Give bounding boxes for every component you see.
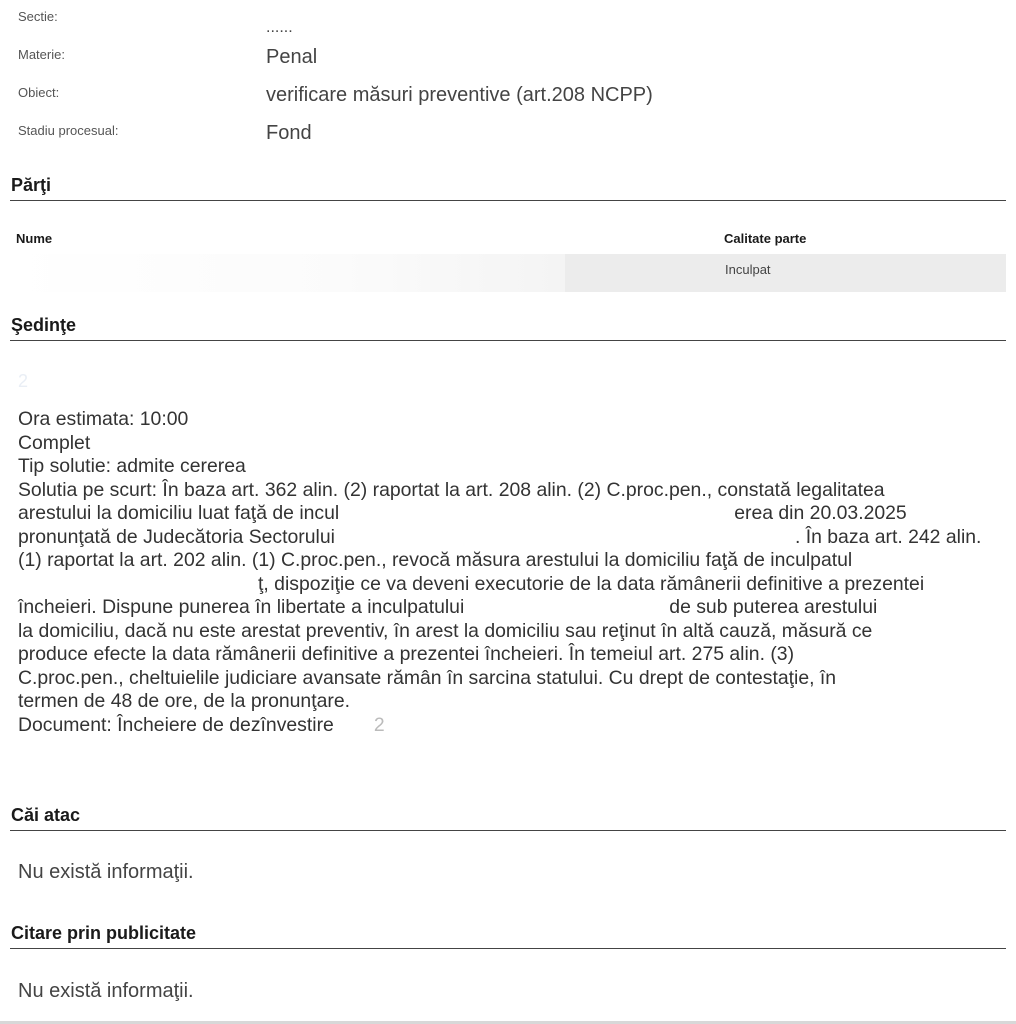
- document-date: 2: [373, 713, 385, 736]
- session-line: C.proc.pen., cheltuielile judiciare avansate rămân în sarcina statului. Cu drept de contestaţie, în: [18, 666, 837, 689]
- empty-message-citare: Nu există informaţii.: [18, 980, 194, 1002]
- section-title-citare: Citare prin publicitate: [11, 923, 197, 943]
- section-divider-citare: [10, 948, 1006, 949]
- session-details: [18, 408, 994, 737]
- session-line-part: arestului la domiciliu luat faţă de incul: [18, 502, 340, 524]
- section-title-sedinte: Şedinţe: [11, 315, 77, 335]
- session-line: Complet: [18, 431, 91, 454]
- session-line: la domiciliu, dacă nu este arestat preventiv, în arest la domiciliu sau reţinut în altă cauză, măsură ce: [18, 619, 873, 642]
- session-line-part: ţ, dispoziţie ce va deveni executorie de la data rămânerii definitive a prezentei: [258, 572, 925, 595]
- section-divider-parti: [10, 200, 1006, 201]
- session-line: [18, 573, 994, 597]
- session-line: Solutia pe scurt: În baza art. 362 alin. (2) raportat la art. 208 alin. (2) C.proc.pen., constată legalitatea: [18, 478, 885, 501]
- detail-value-materie: Penal: [266, 46, 318, 68]
- session-date: 2: [18, 371, 29, 391]
- session-line-part: încheieri. Dispune punerea în libertate a inculpatului: [18, 596, 465, 618]
- column-header-nume: Nume: [16, 231, 53, 246]
- session-line: (1) raportat la art. 202 alin. (1) C.proc.pen., revocă măsura arestului la domiciliu faţă de inculpatul: [18, 549, 853, 571]
- session-line-part: pronunţată de Judecătoria Sectorului: [18, 525, 335, 548]
- section-divider-cai-atac: [10, 830, 1006, 831]
- detail-row-stadiu: [0, 122, 1016, 156]
- session-line-part: . În baza art. 242 alin.: [794, 525, 982, 548]
- section-title-cai-atac: Căi atac: [11, 805, 81, 825]
- detail-label-materie: Materie:: [18, 47, 65, 62]
- table-row: [10, 254, 1006, 292]
- section-title-parti: Părţi: [11, 175, 52, 195]
- detail-label-sectie: Sectie:: [18, 9, 58, 24]
- party-role-text: Inculpat: [725, 262, 771, 277]
- session-line-part: erea din 20.03.2025: [734, 502, 907, 524]
- session-line: [18, 502, 994, 526]
- detail-label-stadiu: Stadiu procesual:: [18, 123, 119, 138]
- party-role-cell: [565, 254, 1006, 292]
- detail-row-sectie: [0, 8, 1016, 42]
- session-line: termen de 48 de ore, de la pronunţare.: [18, 690, 351, 712]
- detail-row-materie: [0, 46, 1016, 80]
- party-name-cell: [10, 254, 565, 292]
- detail-row-obiect: [0, 84, 1016, 118]
- detail-value-sectie: ......: [266, 19, 293, 36]
- detail-value-obiect: verificare măsuri preventive (art.208 NCPP): [266, 84, 653, 106]
- session-line: [18, 526, 994, 550]
- session-line: Ora estimata: 10:00: [18, 408, 189, 430]
- detail-value-stadiu: Fond: [266, 122, 312, 144]
- document-link[interactable]: Document: Încheiere de dezînvestire: [18, 713, 334, 736]
- session-line: produce efecte la data rămânerii definitive a prezentei încheieri. În temeiul art. 275 alin. (3): [18, 643, 795, 665]
- session-line: [18, 714, 994, 738]
- session-line: [18, 596, 994, 620]
- section-divider-sedinte: [10, 340, 1006, 341]
- session-line: Tip solutie: admite cererea: [18, 455, 246, 477]
- session-line-part: de sub puterea arestului: [669, 596, 878, 618]
- detail-label-obiect: Obiect:: [18, 85, 60, 100]
- column-header-calitate: Calitate parte: [724, 231, 807, 246]
- empty-message-cai-atac: Nu există informaţii.: [18, 861, 194, 883]
